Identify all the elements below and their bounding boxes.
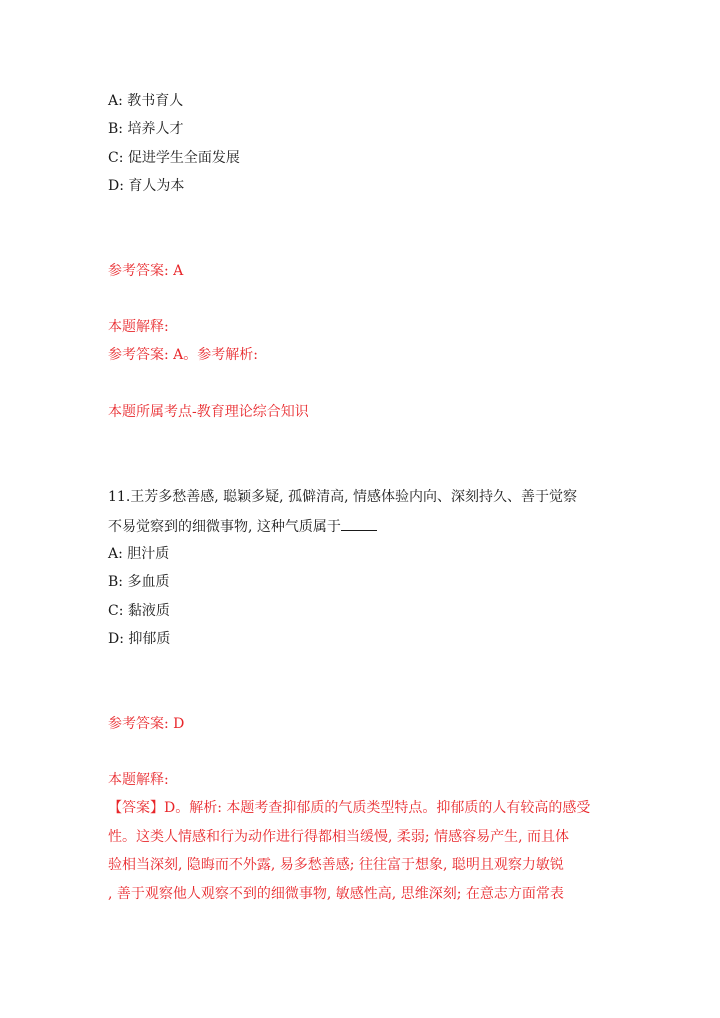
q10-explain-label: 本题解释: [108, 319, 169, 335]
q10-knowledge-point: 本题所属考点-教育理论综合知识 [108, 404, 309, 420]
q10-option-d: D: 育人为本 [108, 178, 185, 194]
answer-blank [341, 516, 377, 531]
q11-stem-text: 不易觉察到的细微事物, 这种气质属于 [108, 519, 341, 535]
q10-answer: 参考答案: A [108, 263, 184, 279]
q10-option-a: A: 教书育人 [108, 93, 184, 109]
q11-explain-label: 本题解释: [108, 772, 169, 788]
q10-option-c: C: 促进学生全面发展 [108, 150, 240, 166]
q11-option-d: D: 抑郁质 [108, 631, 171, 647]
q11-option-b: B: 多血质 [108, 574, 170, 590]
q11-stem-line1: 11.王芳多愁善感, 聪颖多疑, 孤僻清高, 情感体验内向、深刻持久、善于觉察 [108, 489, 577, 505]
q11-option-c: C: 黏液质 [108, 603, 170, 619]
q11-explain-line3: 验相当深刻, 隐晦而不外露, 易多愁善感; 往往富于想象, 聪明且观察力敏锐 [108, 857, 564, 873]
q11-explain-line2: 性。这类人情感和行为动作进行得都相当缓慢, 柔弱; 情感容易产生, 而且体 [108, 829, 569, 845]
q10-explain-text: 参考答案: A。参考解析: [108, 347, 258, 363]
q10-option-b: B: 培养人才 [108, 121, 184, 137]
q11-option-a: A: 胆汁质 [108, 546, 170, 562]
q11-explain-line4: , 善于观察他人观察不到的细微事物, 敏感性高, 思维深刻; 在意志方面常表 [108, 886, 564, 902]
q11-explain-line1: 【答案】D。解析: 本题考查抑郁质的气质类型特点。抑郁质的人有较高的感受 [108, 800, 591, 816]
q11-answer: 参考答案: D [108, 716, 185, 732]
q11-stem-line2 [108, 516, 377, 536]
